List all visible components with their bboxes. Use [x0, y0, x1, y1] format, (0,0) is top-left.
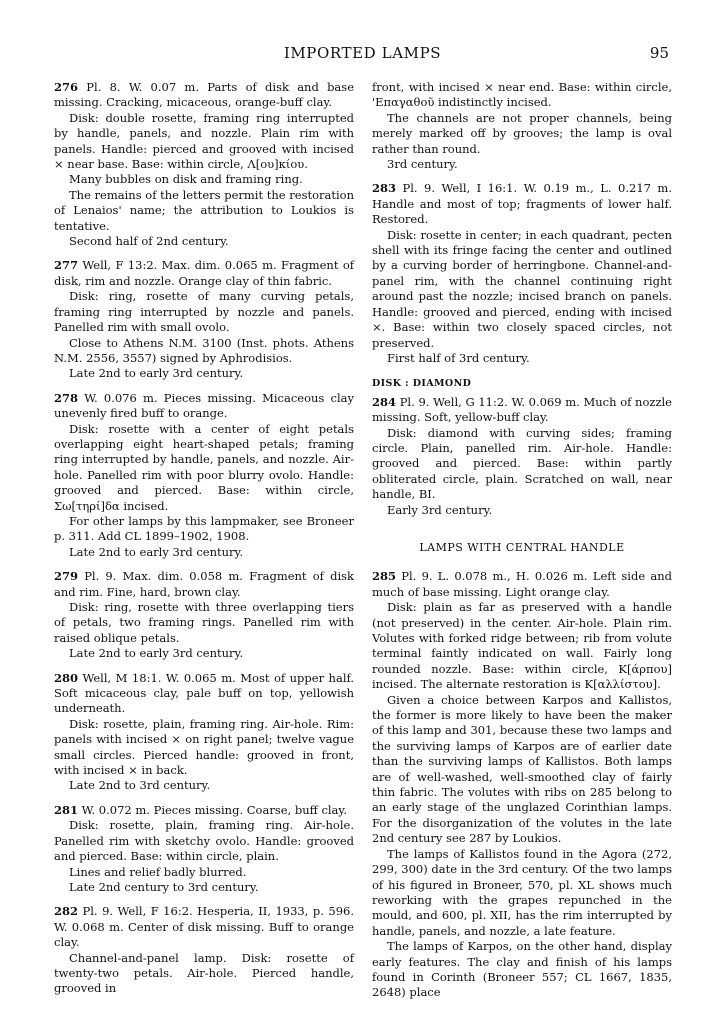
entry-date: Late 2nd to early 3rd century. — [69, 544, 244, 559]
entry-date: Late 2nd century to 3rd century. — [69, 879, 259, 894]
section-heading-disk-diamond: DISK : DIAMOND — [372, 378, 472, 390]
catalogue-entry-284 — [372, 395, 672, 518]
entry-description: Pl. 9. Well, I 16:1. W. 0.19 m., L. 0.217 m. Handle and most of top; fragments of lower half. Restored. — [372, 181, 672, 227]
entry-heading — [372, 569, 672, 600]
entry-heading — [54, 569, 354, 600]
entry-paragraph: Channel-and-panel lamp. Disk: rosette of twenty-two petals. Air-hole. Pierced handle, grooved in — [54, 950, 354, 996]
entry-date: Late 2nd to early 3rd century. — [69, 646, 244, 661]
entry-description: Pl. 8. W. 0.07 m. Parts of disk and base missing. Cracking, micaceous, orange-buff clay. — [54, 80, 354, 110]
entry-paragraph: Close to Athens N.M. 3100 (Inst. phots. Athens N.M. 2556, 3557) signed by Aphrodisios. — [54, 335, 354, 365]
entry-paragraph: Disk: rosette, plain, framing ring. Air-hole. Panelled rim with sketchy ovolo. Handle: grooved and pierced. Base: within circle, plain. — [54, 818, 354, 864]
entry-heading — [54, 391, 354, 422]
entry-number: 283 — [372, 181, 397, 196]
entry-paragraph: Lines and relief badly blurred. — [69, 864, 247, 879]
entry-paragraph: Many bubbles on disk and framing ring. — [69, 172, 303, 187]
entry-description: Pl. 9. Well, F 16:2. Hesperia, II, 1933, p. 596. W. 0.068 m. Center of disk missing. Buff to orange clay. — [54, 904, 354, 950]
entry-paragraph: Disk: plain as far as preserved with a handle (not preserved) in the center. Air-hole. Plain rim. Volutes with forked ridge between; rib from volute terminal faintly indicated on wall. Fairly long rounded nozzle. Base: within circle, Κ[άρπου] incised. The alternate restoration is Κ[αλλίστου]. — [372, 600, 672, 692]
entry-paragraph: The channels are not proper channels, being merely marked off by grooves; the lamp is oval rather than round. — [372, 110, 672, 156]
entry-number: 276 — [54, 80, 79, 94]
running-header — [0, 44, 725, 64]
catalogue-entry-280 — [54, 671, 354, 794]
entry-description: W. 0.072 m. Pieces missing. Coarse, buff clay. — [78, 802, 348, 817]
entry-description: W. 0.076 m. Pieces missing. Micaceous clay unevenly fired buff to orange. — [54, 390, 354, 421]
entry-heading — [54, 904, 354, 950]
entry-date: Late 2nd to 3rd century. — [69, 778, 211, 793]
page-number: 95 — [649, 44, 669, 62]
entry-description: Pl. 9. L. 0.078 m., H. 0.026 m. Left side and much of base missing. Light orange clay. — [372, 569, 672, 599]
entry-date: Late 2nd to early 3rd century. — [69, 366, 244, 381]
entry-date: 3rd century. — [387, 157, 458, 172]
entry-heading — [372, 395, 672, 426]
entry-paragraph: front, with incised × near end. Base: within circle, 'Επαγαθοῦ indistinctly incised. — [372, 80, 672, 110]
entry-heading — [54, 80, 354, 111]
entry-paragraph: Disk: rosette in center; in each quadrant, pecten shell with its fringe facing the center and outlined by a curving border of herringbone. Channel-and-panel rim, with the channel continuing right around past the nozzle; incised branch on panels. Handle: grooved and pierced, ending with incised ×. Base: within two closely spaced circles, not preserved. — [372, 227, 672, 350]
entry-paragraph: The remains of the letters permit the restoration of Lenaios' name; the attribution to Loukios is tentative. — [54, 187, 354, 233]
entry-date: Early 3rd century. — [387, 502, 493, 517]
catalogue-entry-278 — [54, 391, 354, 560]
entry-number: 280 — [54, 670, 79, 685]
catalogue-entry-281 — [54, 803, 354, 895]
entry-number: 277 — [54, 258, 79, 273]
left-column — [54, 80, 354, 1006]
entry-paragraph: Disk: rosette, plain, framing ring. Air-hole. Rim: panels with incised × on right panel; twelve vague small circles. Pierced handle: grooved in front, with incised × in back. — [54, 716, 354, 778]
entry-description: Well, M 18:1. W. 0.065 m. Most of upper half. Soft micaceous clay, pale buff on top, yellowish underneath. — [54, 670, 354, 716]
entry-paragraph: Disk: ring, rosette with three overlapping tiers of petals, two framing rings. Panelled rim with raised oblique petals. — [54, 600, 354, 645]
catalogue-entry-279 — [54, 569, 354, 661]
entry-description: Pl. 9. Max. dim. 0.058 m. Fragment of disk and rim. Fine, hard, brown clay. — [54, 569, 354, 599]
entry-number: 284 — [372, 394, 397, 409]
page-title: IMPORTED LAMPS — [283, 44, 442, 62]
entry-date: First half of 3rd century. — [387, 350, 530, 365]
entry-paragraph: Disk: ring, rosette of many curving petals, framing ring interrupted by nozzle and panels. Panelled rim with small ovolo. — [54, 289, 354, 335]
entry-paragraph: Disk: diamond with curving sides; framing circle. Plain, panelled rim. Air-hole. Handle: grooved and pierced. Base: within partly obliterated circle, plain. Scratched on wall, near handle, ΒΙ. — [372, 425, 672, 502]
catalogue-entry-282 — [54, 904, 354, 996]
entry-paragraph: Disk: double rosette, framing ring interrupted by handle, panels, and nozzle. Plain rim with panels. Handle: pierced and grooved with incised × near base. Base: within circle, Λ[ου]κίου. — [54, 110, 354, 172]
entry-paragraph: For other lamps by this lampmaker, see Broneer p. 311. Add CL 1899–1902, 1908. — [54, 513, 354, 544]
entry-heading — [54, 803, 354, 818]
entry-paragraph: Given a choice between Karpos and Kallistos, the former is more likely to have been the maker of this lamp and 301, because these two lamps and the surviving lamps of Karpos are of earlier date than the surviving lamps of Kallistos. Both lamps are of well-washed, well-smoothed clay of fairly thin fabric. The volutes with ribs on 285 belong to an early stage of the unglazed Corinthian lamps. For the disorganization of the volutes in the late 2nd century see 287 by Loukios. — [372, 692, 672, 846]
catalogue-entry-285 — [372, 569, 672, 1000]
section-heading-central-handle: LAMPS WITH CENTRAL HANDLE — [419, 540, 625, 554]
entry-282-continuation — [372, 80, 672, 172]
entry-paragraph: The lamps of Karpos, on the other hand, display early features. The clay and finish of his lamps found in Corinth (Broneer 557; CL 1667, 1835, 2648) place — [372, 939, 672, 1000]
catalogue-entry-277 — [54, 258, 354, 381]
entry-number: 285 — [372, 569, 397, 584]
catalogue-entry-283 — [372, 181, 672, 366]
entry-paragraph: Disk: rosette with a center of eight petals overlapping eight heart-shaped petals; framing ring interrupted by handle, panels, and nozzle. Air-hole. Panelled rim with poor blurry ovolo. Handle: grooved and pierced. Base: within circle, Σω[τηρί]δα incised. — [54, 421, 354, 513]
entry-date: Second half of 2nd century. — [69, 234, 229, 249]
entry-number: 278 — [54, 390, 79, 405]
entry-heading — [372, 181, 672, 227]
entry-paragraph: The lamps of Kallistos found in the Agora (272, 299, 300) date in the 3rd century. Of the two lamps of his figured in Broneer, 570, pl. XL shows much reworking with the grapes repunched in the mould, and 600, pl. XII, has the rim interrupted by handle, panels, and nozzle, a late feature. — [372, 846, 672, 938]
entry-description: Well, F 13:2. Max. dim. 0.065 m. Fragment of disk, rim and nozzle. Orange clay of thin fabric. — [54, 258, 354, 288]
catalogue-entry-276 — [54, 80, 354, 249]
entry-heading — [54, 258, 354, 289]
entry-heading — [54, 671, 354, 717]
entry-number: 282 — [54, 904, 79, 919]
entry-description: Pl. 9. Well, G 11:2. W. 0.069 m. Much of nozzle missing. Soft, yellow-buff clay. — [372, 394, 672, 425]
entry-number: 279 — [54, 569, 79, 584]
right-column — [372, 80, 672, 1010]
entry-number: 281 — [54, 802, 79, 817]
